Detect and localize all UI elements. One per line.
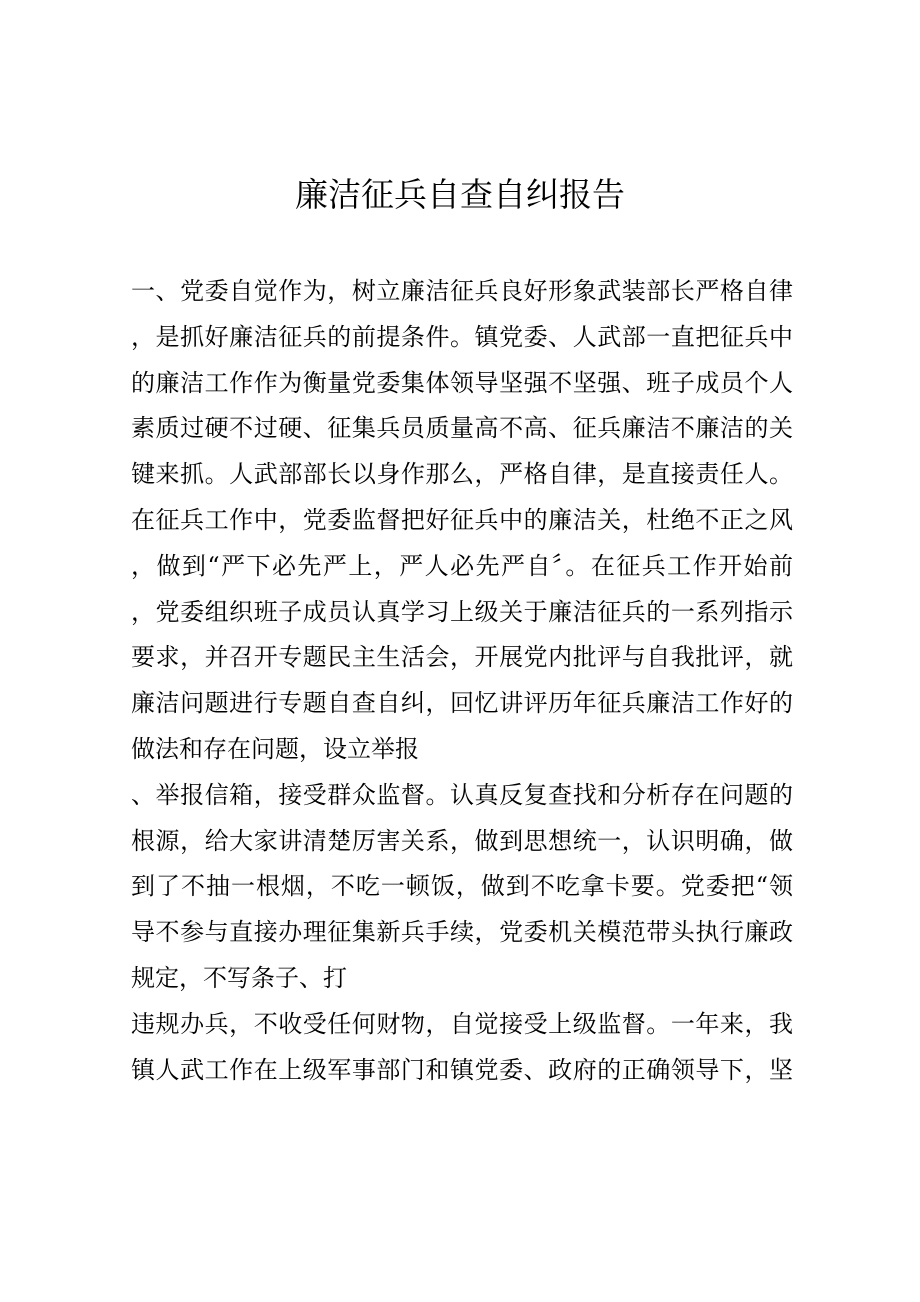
document-title: 廉洁征兵自查自纠报告: [295, 175, 625, 214]
body-text-line: 在征兵工作中，党委监督把好征兵中的廉洁关，杜绝不正之风: [131, 505, 793, 534]
body-text-line: 的廉洁工作作为衡量党委集体领导坚强不坚强、班子成员个人: [131, 368, 793, 397]
body-text-line: 键来抓。人武部部长以身作那么，严格自律，是直接责任人。: [131, 460, 793, 489]
body-text-line: 廉洁问题进行专题自查自纠，回忆讲评历年征兵廉洁工作好的: [131, 689, 793, 718]
body-text-line: 违规办兵，不收受任何财物，自觉接受上级监督。一年来，我: [131, 1009, 793, 1038]
body-text-line: ，做到“严下必先严上，严人必先严自〞。在征兵工作开始前: [131, 551, 793, 580]
body-text-line: 根源，给大家讲清楚厉害关系，做到思想统一，认识明确，做: [131, 826, 793, 855]
body-text-line: ，党委组织班子成员认真学习上级关于廉洁征兵的一系列指示: [131, 597, 793, 626]
body-text-line: ，是抓好廉洁征兵的前提条件。镇党委、人武部一直把征兵中: [131, 322, 793, 351]
body-text-line: 一、党委自觉作为，树立廉洁征兵良好形象武装部长严格自律: [131, 277, 793, 305]
body-text-line: 要求，并召开专题民主生活会，开展党内批评与自我批评，就: [131, 643, 793, 672]
body-text-line: 导不参与直接办理征集新兵手续，党委机关模范带头执行廉政: [131, 918, 793, 947]
body-text-line: 、举报信箱，接受群众监督。认真反复查找和分析存在问题的: [131, 780, 793, 809]
body-text-line: 做法和存在问题，设立举报: [131, 734, 419, 763]
body-text-line: 素质过硬不过硬、征集兵员质量高不高、征兵廉洁不廉洁的关: [131, 414, 793, 443]
body-text-line: 到了不抽一根烟，不吃一顿饭，做到不吃拿卡要。党委把“领: [131, 872, 793, 901]
document-body: [131, 269, 793, 1093]
body-text-line: 镇人武工作在上级军事部门和镇党委、政府的正确领导下，坚: [131, 1055, 793, 1084]
body-text-line: 规定，不写条子、打: [131, 963, 347, 992]
